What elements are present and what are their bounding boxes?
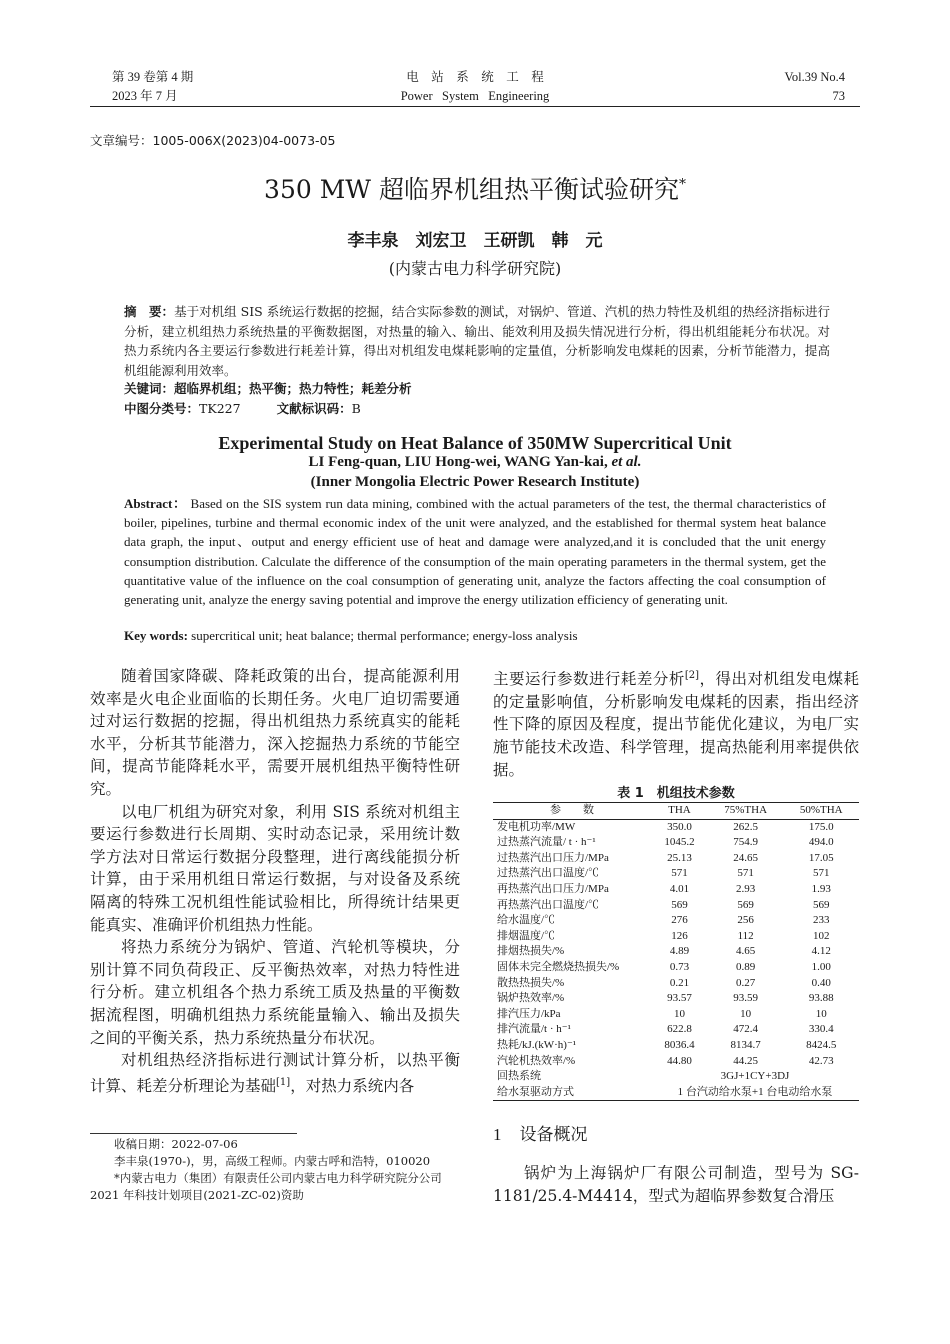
table-cell-label: 给水泵驱动方式 [497, 1085, 574, 1098]
table-cell-value: 0.27 [736, 976, 756, 989]
table-row [493, 913, 859, 929]
table-header-tha: THA [668, 804, 691, 816]
table-cell-value: 569 [671, 898, 688, 911]
title-text: 350 MW 超临界机组热平衡试验研究 [264, 175, 679, 204]
header-page-number: 73 [832, 89, 845, 103]
table-row [493, 819, 859, 835]
body-paragraph-1: 随着国家降碳、降耗政策的出台，提高能源利用效率是火电企业面临的长期任务。火电厂迫切需要通过对运行数据的挖掘，得出机组热力系统真实的能耗水平，分析其节能潜力，深入挖掘热力系统的节能空间，提高节能降耗水平，需要开展机组热平衡特性研究。 [90, 667, 460, 798]
abstract-cn-label: 摘 要： [124, 304, 175, 319]
table-cell-label: 发电机功率/MW [497, 820, 576, 833]
section-1-body [493, 1162, 859, 1207]
table-cell-label: 过热蒸汽出口压力/MPa [497, 851, 609, 864]
table-cell-value: 276 [671, 914, 688, 927]
table-cell-value: 571 [737, 867, 754, 880]
english-abstract-label: Abstract： [124, 496, 187, 511]
table-header-row [493, 803, 859, 819]
table-row [493, 882, 859, 898]
table-1 [493, 802, 859, 1101]
table-cell-value: 0.73 [669, 960, 690, 973]
table-cell-label: 汽轮机热效率/% [497, 1054, 576, 1067]
table-row [493, 1007, 859, 1023]
table-cell-value: 0.21 [669, 976, 690, 989]
table-cell-value: 754.9 [733, 836, 759, 849]
table-cell-value: 10 [673, 1007, 685, 1020]
table-cell-value: 494.0 [808, 836, 834, 849]
body-paragraph-3: 将热力系统分为锅炉、管道、汽轮机等模块，分别计算不同负荷段正、反平衡热效率，对热力特性进行分析。建立机组各个热力系统工质及热量的平衡数据流程图，明确机组热力系统能量输入、输出及损失之间的平衡关系，热力系统热量分布状况。 [90, 938, 460, 1047]
header-volume-issue: 第 39 卷第 4 期 [112, 70, 194, 84]
doc-code-label: 文献标识码： [276, 401, 352, 416]
table-cell-value: 350.0 [667, 820, 692, 833]
table-cell-value: 571 [812, 867, 830, 880]
table-row [493, 851, 859, 867]
table-cell-value: 3GJ+1CY+3DJ [720, 1070, 790, 1083]
left-column [90, 665, 460, 1097]
table-cell-label: 过热蒸汽出口温度/℃ [497, 867, 600, 880]
table-header-param: 参 数 [550, 804, 594, 816]
clc-value: TK227 [199, 401, 241, 416]
table-cell-label: 回热系统 [497, 1070, 541, 1083]
table-cell-value: 1.00 [811, 960, 831, 973]
table-1-caption: 表 1 机组技术参数 [617, 786, 735, 801]
body-paragraph-5-text-a: 主要运行参数进行耗差分析 [493, 670, 685, 689]
table-cell-value: 102 [812, 929, 830, 942]
table-cell-value: 93.57 [667, 992, 692, 1005]
header-vol-no: Vol.39 No.4 [784, 70, 845, 84]
table-cell-value: 262.5 [733, 820, 759, 833]
section-1-number: 1 [493, 1125, 502, 1144]
header-date: 2023 年 7 月 [112, 89, 178, 103]
table-cell-value: 233 [812, 914, 830, 927]
table-row-regen [493, 1069, 859, 1085]
table-cell-value: 10 [740, 1007, 752, 1020]
affiliation: (内蒙古电力科学研究院) [388, 259, 562, 278]
table-cell-value: 0.89 [736, 960, 756, 973]
english-authors-etal: et al. [611, 454, 642, 470]
footnote-funding-b: 2021 年科技计划项目(2021-ZC-02)资助 [90, 1188, 304, 1202]
table-1-grid [493, 803, 859, 1100]
english-keywords-label: Key words: [124, 628, 188, 643]
table-cell-label: 再热蒸汽出口温度/℃ [497, 898, 600, 911]
table-cell-value: 1 台汽动给水泵+1 台电动给水泵 [677, 1085, 833, 1098]
table-cell-value: 472.4 [733, 1023, 759, 1036]
footnote-author-bio: 李丰泉(1970-)，男，高级工程师。内蒙古呼和浩特，010020 [114, 1154, 431, 1168]
journal-name [300, 68, 650, 106]
body-paragraph-4 [90, 1049, 460, 1097]
journal-volume [112, 68, 193, 106]
doc-code-value: B [351, 401, 361, 416]
table-header-50tha: 50%THA [799, 804, 843, 816]
body-paragraph-5-text-b: ，得出对机组发电煤耗的定量影响值，分析影响发电煤耗的因素，指出经济性下降的原因及程度，提出节能优化建议，为电厂实施节能技术改造、科学管理，提高热能利用率提供依据。 [493, 670, 859, 779]
table-cell-label: 固体未完全燃烧热损失/% [497, 960, 620, 973]
table-row [493, 976, 859, 992]
table-cell-value: 175.0 [808, 820, 834, 833]
table-cell-value: 1045.2 [664, 836, 695, 849]
english-abstract-text: Based on the SIS system run data mining, combined with the actual parameters of the test, the thermal characteristics of boiler, pipelines, turbine and thermal economic index of the unit were analyzed, and the established for thermal system heat balance data graph, the input、output and energy efficient use of heat and damage were analyzed,and it is concluded that the unit energy consumption distribution. Calculate the difference of the consumption of the main operating parameters in the thermal system, get the quantitative value of the influence on the coal consumption of generating unit, analyze the factors affecting the coal consumption of generating unit, analyze the energy saving potential and improve the energy utilization efficiency of generating unit. [124, 496, 826, 608]
table-cell-label: 锅炉热效率/% [497, 992, 565, 1005]
table-cell-label: 热耗/kJ.(kW·h)⁻¹ [497, 1038, 577, 1051]
table-cell-label: 再热蒸汽出口压力/MPa [497, 882, 609, 895]
abstract-cn-text: 基于对机组 SIS 系统运行数据的挖掘，结合实际参数的测试，对锅炉、管道、汽机的热力特性及机组的热经济指标进行分析，建立机组热力系统热量的平衡数据图，对热量的输入、输出、能效利用及损失情况进行分析，得出机组能耗分布状况。对热力系统内各主要运行参数进行耗差计算，得出对机组发电煤耗影响的定量值，分析影响发电煤耗的因素，分析节能潜力，提高机组能源利用效率。 [124, 304, 830, 378]
table-row [493, 1022, 859, 1038]
table-row-pump [493, 1085, 859, 1101]
table-cell-value: 10 [815, 1007, 827, 1020]
table-cell-value: 44.80 [667, 1054, 692, 1067]
table-cell-value: 8036.4 [664, 1038, 695, 1051]
table-cell-value: 569 [812, 898, 830, 911]
table-cell-value: 112 [737, 929, 754, 942]
table-cell-value: 126 [671, 929, 688, 942]
table-cell-value: 8424.5 [806, 1038, 837, 1051]
body-paragraph-6: 锅炉为上海锅炉厂有限公司制造，型号为 SG-1181/25.4-M4414，型式为超临界参数复合滑压 [493, 1164, 859, 1205]
table-cell-value: 17.05 [808, 851, 834, 864]
table-cell-label: 给水温度/℃ [497, 914, 556, 927]
table-cell-value: 622.8 [667, 1023, 692, 1036]
english-affiliation: (Inner Mongolia Electric Power Research Institute) [310, 474, 640, 490]
table-cell-value: 2.93 [736, 882, 756, 895]
table-row [493, 1038, 859, 1054]
table-row [493, 929, 859, 945]
keywords-cn-text: 超临界机组；热平衡；热力特性；耗差分析 [174, 381, 412, 396]
article-number: 文章编号：1005-006X(2023)04-0073-05 [90, 133, 336, 148]
footnotes [90, 1136, 470, 1204]
clc-label: 中图分类号： [124, 401, 200, 416]
header-rule [90, 106, 860, 107]
footnote-rule [90, 1133, 297, 1134]
journal-vol-page [700, 68, 845, 106]
table-cell-label: 排烟热损失/% [497, 945, 565, 958]
table-row [493, 898, 859, 914]
title-footnote-mark: * [678, 176, 686, 193]
footnote-received: 收稿日期：2022-07-06 [114, 1137, 238, 1151]
english-abstract [124, 494, 826, 609]
table-cell-label: 散热热损失/% [497, 976, 565, 989]
right-column [493, 665, 859, 781]
table-cell-value: 4.89 [669, 945, 690, 958]
table-cell-value: 256 [737, 914, 754, 927]
table-cell-value: 330.4 [808, 1023, 834, 1036]
footnote-funding-a: *内蒙古电力（集团）有限责任公司内蒙古电力科学研究院分公司 [114, 1171, 442, 1185]
table-cell-value: 8134.7 [730, 1038, 761, 1051]
table-cell-value: 569 [737, 898, 754, 911]
table-cell-value: 4.01 [669, 882, 690, 895]
table-row [493, 1054, 859, 1070]
english-authors [0, 454, 950, 471]
citation-1[interactable]: [1] [276, 1076, 291, 1088]
table-cell-value: 4.65 [736, 945, 756, 958]
keywords-cn-label: 关键词： [124, 381, 175, 396]
body-paragraph-4-text-a: 对机组热经济指标进行测试计算分析，以热平衡计算、耗差分析理论为基础 [90, 1051, 460, 1095]
table-cell-value: 44.25 [733, 1054, 759, 1067]
citation-2[interactable]: [2] [684, 670, 700, 681]
table-cell-value: 93.59 [733, 992, 759, 1005]
table-cell-label: 排烟温度/℃ [497, 929, 556, 942]
section-1-title: 设备概况 [519, 1125, 588, 1145]
table-row [493, 866, 859, 882]
table-cell-value: 42.73 [808, 1054, 834, 1067]
table-header-75tha: 75%THA [724, 804, 768, 816]
table-row [493, 835, 859, 851]
table-cell-value: 1.93 [811, 882, 831, 895]
table-row [493, 944, 859, 960]
header-journal-cn: 电 站 系 统 工 程 [406, 70, 544, 84]
header-journal-en: Power System Engineering [400, 89, 550, 103]
english-authors-names: LI Feng-quan, LIU Hong-wei, WANG Yan-kai, [308, 454, 608, 470]
table-cell-label: 排汽压力/kPa [497, 1007, 561, 1020]
paper-title [0, 170, 950, 206]
abstract-cn [124, 302, 830, 380]
body-paragraph-5 [493, 665, 859, 781]
table-cell-value: 93.88 [808, 992, 834, 1005]
table-cell-value: 0.40 [811, 976, 831, 989]
table-cell-label: 排汽流量/t · h⁻¹ [497, 1023, 571, 1036]
english-keywords [124, 628, 578, 644]
classification-line [124, 399, 361, 418]
table-cell-value: 25.13 [667, 851, 692, 864]
table-row [493, 960, 859, 976]
keywords-cn [124, 379, 412, 398]
table-cell-value: 24.65 [733, 851, 759, 864]
table-cell-label: 过热蒸汽流量/ t · h⁻¹ [497, 836, 596, 849]
english-title: Experimental Study on Heat Balance of 350MW Supercritical Unit [218, 433, 732, 453]
english-keywords-text: supercritical unit; heat balance; thermal performance; energy-loss analysis [191, 628, 578, 643]
body-paragraph-4-text-b: ，对热力系统内各 [290, 1076, 415, 1095]
section-1-heading [493, 1120, 588, 1145]
author-list: 李丰泉 刘宏卫 王研凯 韩 元 [347, 231, 603, 251]
table-row [493, 991, 859, 1007]
table-cell-value: 4.12 [811, 945, 831, 958]
table-body [493, 819, 859, 1069]
body-paragraph-2: 以电厂机组为研究对象，利用 SIS 系统对机组主要运行参数进行长周期、实时动态记录，采用统计数学方法对日常运行数据分段整理，进行离线能损分析计算，由于采用机组日常运行数据，与对设备及系统隔离的特殊工况机组性能试验相比，所得统计结果更能真实、准确评价机组热力性能。 [90, 802, 460, 934]
table-cell-value: 571 [671, 867, 688, 880]
